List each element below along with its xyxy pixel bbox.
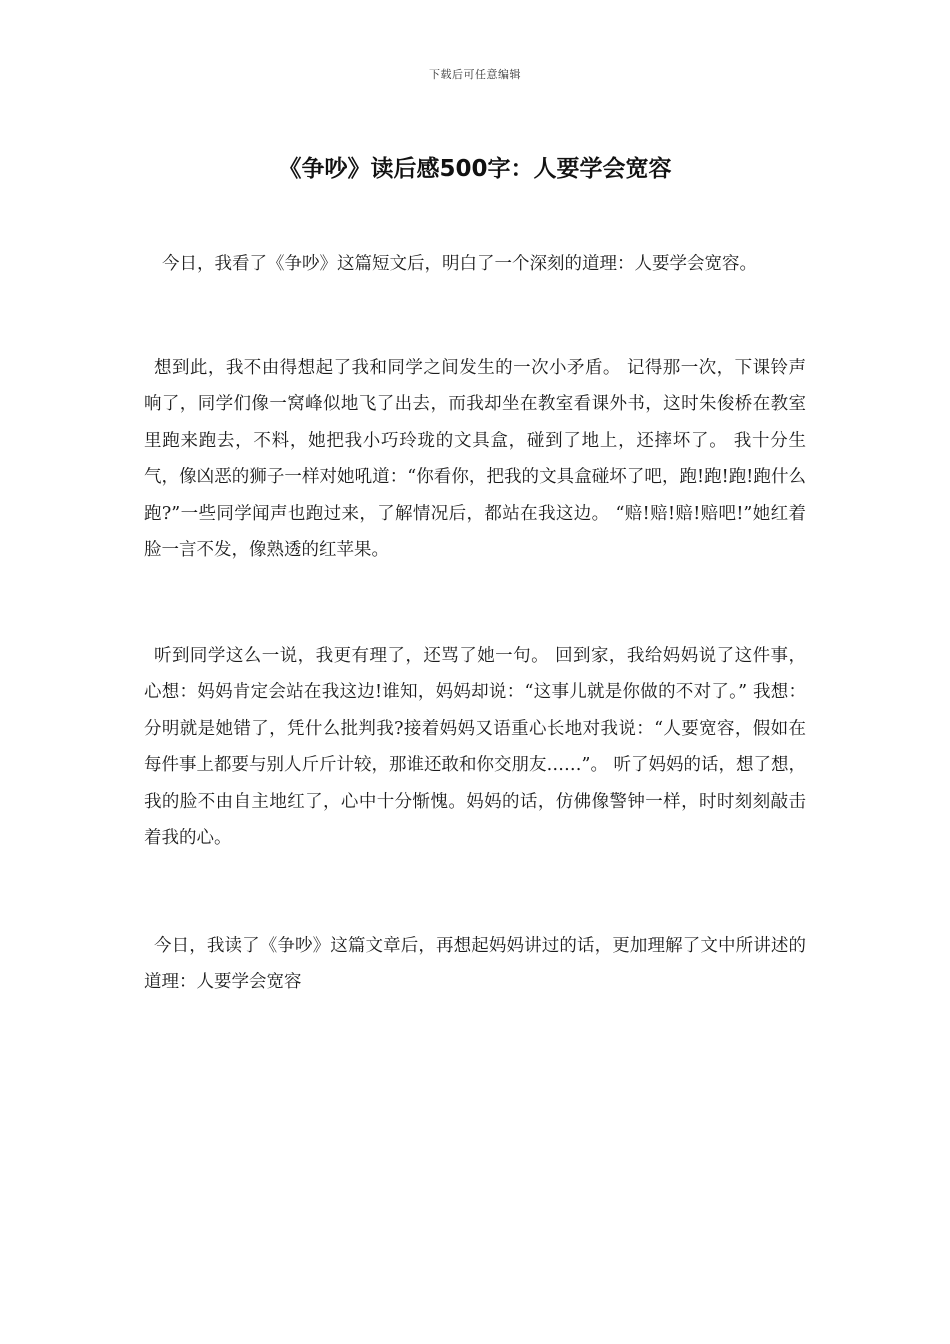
paragraph-3: 听到同学这么一说，我更有理了，还骂了她一句。 回到家，我给妈妈说了这件事，心想：妈妈肯定会站在我这边!谁知，妈妈却说：“这事儿就是你做的不对了。” 我想：分明就是她错了，凭什么批判我?接着妈妈又语重心长地对我说：“人要宽容，假如在每件事上都要与别人斤斤计较，那谁还敢和你交朋友……”。 听了妈妈的话，想了想，我的脸不由自主地红了，心中十分惭愧。妈妈的话，仿佛像警钟一样，时时刻刻敲击着我的心。 [144, 645, 807, 848]
page-title: 《争吵》读后感500字：人要学会宽容 [278, 156, 672, 182]
paragraph-2: 想到此，我不由得想起了我和同学之间发生的一次小矛盾。 记得那一次，下课铃声响了，同学们像一窝峰似地飞了出去，而我却坐在教室看课外书，这时朱俊桥在教室里跑来跑去，不料，她把我小巧玲珑的文具盒，碰到了地上，还摔坏了。 我十分生气，像凶恶的狮子一样对她吼道：“你看你，把我的文具盒碰坏了吧，跑!跑!跑!跑什么跑?”一些同学闻声也跑过来，了解情况后，都站在我这边。 “赔!赔!赔!赔吧!”她红着脸一言不发，像熟透的红苹果。 [144, 357, 806, 560]
paragraph-1: 今日，我看了《争吵》这篇短文后，明白了一个深刻的道理：人要学会宽容。 [162, 253, 757, 274]
paragraph-4: 今日，我读了《争吵》这篇文章后，再想起妈妈讲过的话，更加理解了文中所讲述的道理：人要学会宽容 [144, 935, 806, 992]
header-note: 下载后可任意编辑 [429, 68, 521, 81]
